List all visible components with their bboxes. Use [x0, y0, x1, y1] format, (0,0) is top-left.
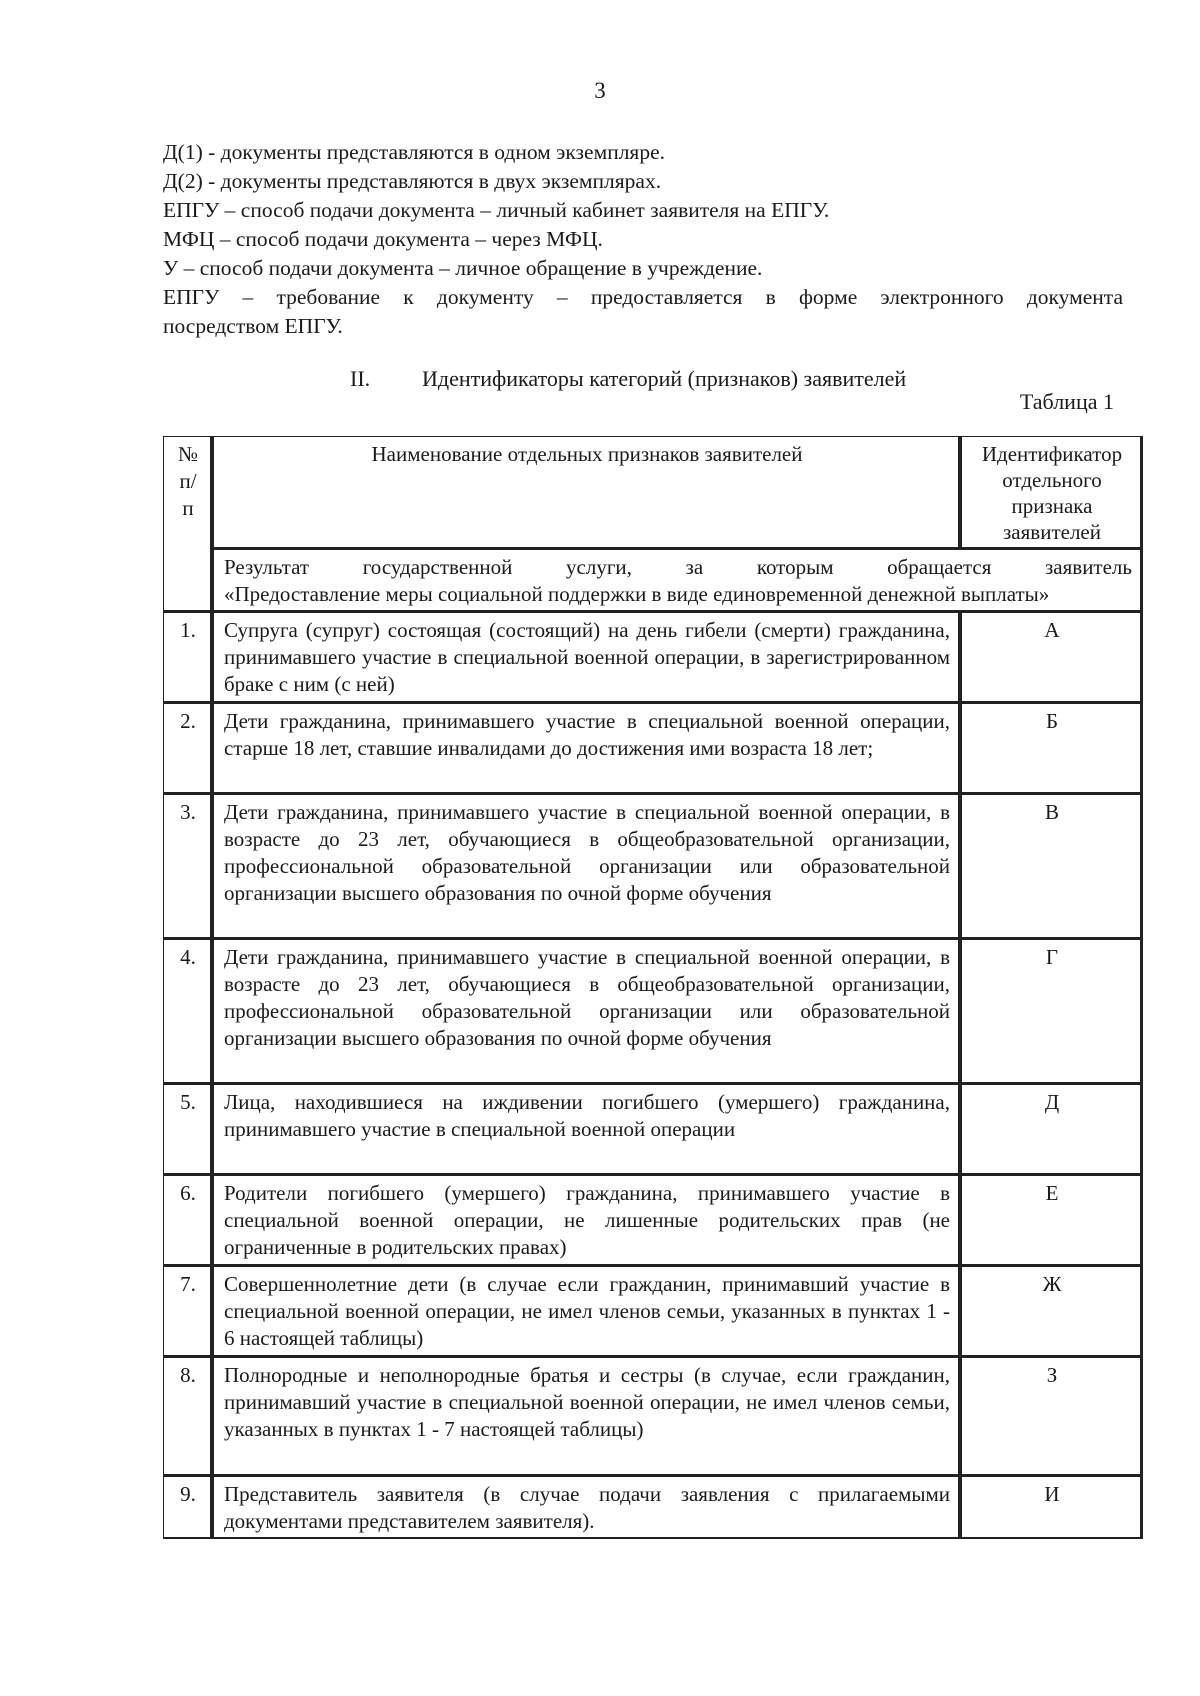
section-title: Идентификаторы категорий (признаков) заявителей: [422, 366, 907, 391]
legend-line: Д(1) - документы представляются в одном экземпляре.: [163, 140, 665, 164]
row-description: Совершеннолетние дети (в случае если гражданин, принимавший участие в специальной военной операции, не имел членов семьи, указанных в пунктах 1 - 6 настоящей таблицы): [213, 1266, 961, 1357]
row-number: 7.: [163, 1266, 213, 1357]
row-identifier: Е: [961, 1175, 1143, 1266]
section-number: II.: [350, 366, 371, 391]
table-row: [163, 1084, 1143, 1175]
table-row: [163, 1357, 1143, 1476]
legend-line: посредством ЕПГУ.: [163, 314, 343, 338]
row-identifier: В: [961, 794, 1143, 939]
header-num: № п/п: [163, 436, 213, 612]
table-row: [163, 1266, 1143, 1357]
row-identifier: Д: [961, 1084, 1143, 1175]
result-line-2: «Предоставление меры социальной поддержки в виде единовременной денежной выплаты»: [224, 582, 1050, 606]
page-number: 3: [594, 78, 606, 103]
row-number: 1.: [163, 612, 213, 703]
table-row: [163, 703, 1143, 794]
row-identifier: Б: [961, 703, 1143, 794]
row-number: 6.: [163, 1175, 213, 1266]
row-number: 4.: [163, 939, 213, 1084]
table-row: [163, 794, 1143, 939]
abbreviation-legend: [163, 138, 1123, 341]
row-description: Представитель заявителя (в случае подачи заявления с прилагаемыми документами представителем заявителя).: [213, 1476, 961, 1539]
section-heading: [350, 366, 906, 392]
legend-line: МФЦ – способ подачи документа – через МФЦ.: [163, 227, 603, 251]
table-header-row: [163, 436, 1143, 549]
header-name: Наименование отдельных признаков заявителей: [213, 436, 961, 549]
row-description: Родители погибшего (умершего) гражданина, принимавшего участие в специальной военной операции, не лишенные родительских прав (не ограниченные в родительских правах): [213, 1175, 961, 1266]
row-identifier: З: [961, 1357, 1143, 1476]
row-identifier: Г: [961, 939, 1143, 1084]
table-row: [163, 612, 1143, 703]
row-description: Полнородные и неполнородные братья и сестры (в случае, если гражданин, принимавший участие в специальной военной операции, не имел членов семьи, указанных в пунктах 1 - 7 настоящей таблицы): [213, 1357, 961, 1476]
result-row: [163, 549, 1143, 612]
row-description: Лица, находившиеся на иждивении погибшего (умершего) гражданина, принимавшего участие в специальной военной операции: [213, 1084, 961, 1175]
legend-line: У – способ подачи документа – личное обращение в учреждение.: [163, 256, 763, 280]
header-identifier: Идентификатор отдельного признака заявителей: [961, 436, 1143, 549]
row-number: 3.: [163, 794, 213, 939]
applicant-categories-table: [163, 436, 1143, 1539]
table-row: [163, 1476, 1143, 1539]
result-cell: [213, 549, 1143, 612]
row-number: 5.: [163, 1084, 213, 1175]
legend-line: ЕПГУ – требование к документу – предоставляется в форме электронного документа: [163, 285, 1123, 309]
row-number: 9.: [163, 1476, 213, 1539]
legend-line: ЕПГУ – способ подачи документа – личный кабинет заявителя на ЕПГУ.: [163, 198, 830, 222]
result-line-1: Результат государственной услуги, за которым обращается заявитель: [224, 555, 1132, 579]
row-description: Дети гражданина, принимавшего участие в специальной военной операции, в возрасте до 23 лет, обучающиеся в общеобразовательной организации, профессиональной образовательной организации или образовательной организации высшего образования по очной форме обучения: [213, 939, 961, 1084]
row-identifier: И: [961, 1476, 1143, 1539]
row-description: Дети гражданина, принимавшего участие в специальной военной операции, старше 18 лет, ставшие инвалидами до достижения ими возраста 18 лет;: [213, 703, 961, 794]
table-row: [163, 939, 1143, 1084]
row-number: 8.: [163, 1357, 213, 1476]
row-number: 2.: [163, 703, 213, 794]
row-identifier: А: [961, 612, 1143, 703]
row-description: Супруга (супруг) состоящая (состоящий) на день гибели (смерти) гражданина, принимавшего участие в специальной военной операции, в зарегистрированном браке с ним (с ней): [213, 612, 961, 703]
table-row: [163, 1175, 1143, 1266]
row-description: Дети гражданина, принимавшего участие в специальной военной операции, в возрасте до 23 лет, обучающиеся в общеобразовательной организации, профессиональной образовательной организации или образовательной организации высшего образования по очной форме обучения: [213, 794, 961, 939]
row-identifier: Ж: [961, 1266, 1143, 1357]
legend-line: Д(2) - документы представляются в двух экземплярах.: [163, 169, 662, 193]
table-caption: Таблица 1: [1019, 389, 1114, 414]
